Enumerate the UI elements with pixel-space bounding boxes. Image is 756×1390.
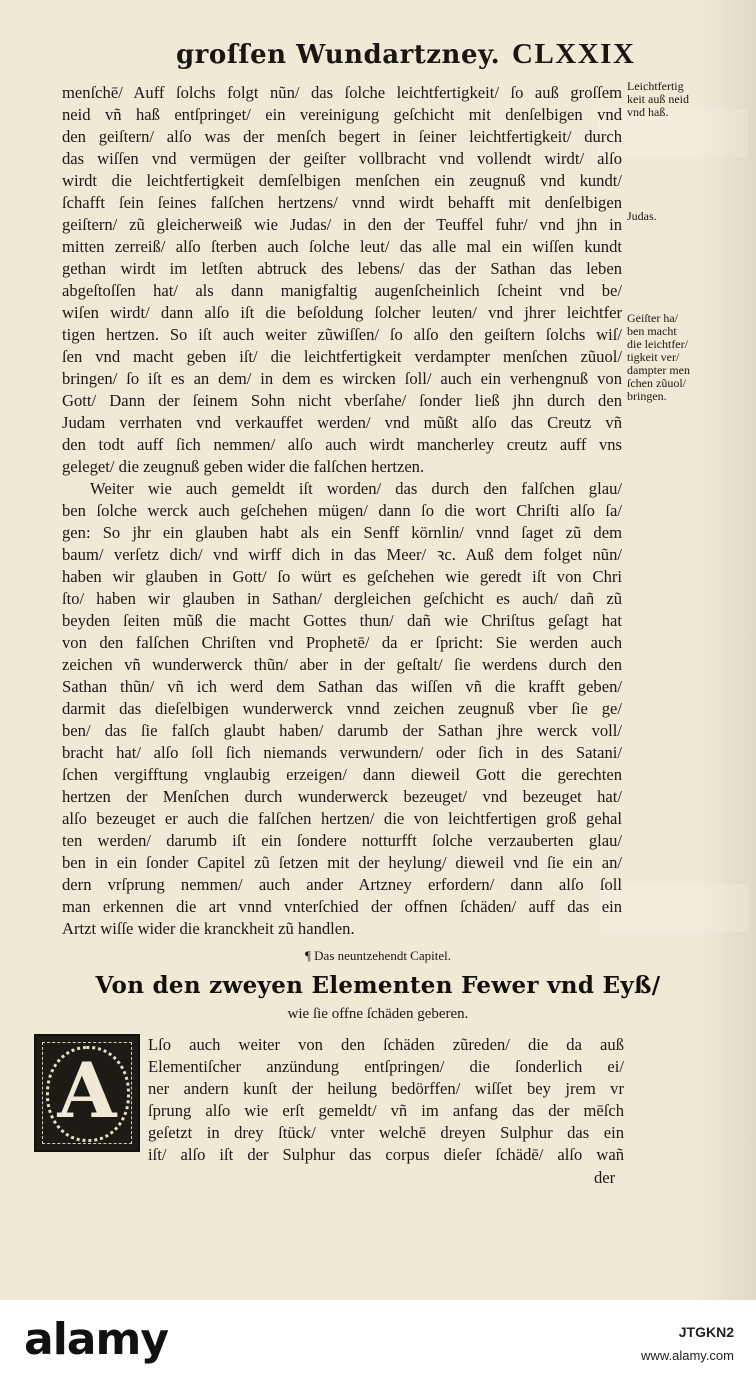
text-line: ſprung alſo wie erſt gemeldt/ vñ im anfang das der mēſch xyxy=(148,1101,624,1120)
text-line: Gott/ Dann der ſeinem Sohn nicht vberſahe/ ſonder ließ jhn durch den xyxy=(62,391,622,410)
text-line: Sathan thũn/ vñ ich werd dem Sathan das wiſſen vñ die krafft geben/ xyxy=(62,677,622,696)
text-line: neid vñ haß entſpringet/ ein vereinigung geſchicht mit denſelbigen vnd xyxy=(62,105,622,124)
text-line: ben/ das ſie falſch glaubt haben/ darumb der Sathan jhre werck voll/ xyxy=(62,721,622,740)
text-line: gen: So jhr ein glauben habt als ein Senff körnlin/ vnnd ſaget zũ dem xyxy=(62,523,622,542)
text-line: geiſtern/ zũ gleicherweiß wie Judas/ in den der Teuffel fuhr/ vnd jhn in xyxy=(62,215,622,234)
text-line: den geiſtern/ alſo was der menſch begert in ſeiner leichtfertigkeit/ durch xyxy=(62,127,622,146)
marginal-note: Leichtfertig keit auß neid vnd haß. xyxy=(627,79,689,119)
text-line: wiſen wirdt/ dann alſo iſt die beſoldung ſolcher leuten/ vnd jhrer leichtfer xyxy=(62,303,622,322)
text-line: beyden ſeiten mũß die macht Gottes thun/ dañ wie Chriſtus geſagt hat xyxy=(62,611,622,630)
ornamental-initial xyxy=(34,1034,140,1152)
image-id: JTGKN2 xyxy=(678,1324,734,1340)
text-line: den todt auff ſich nemmen/ alſo auch wirdt mancherley creutz auff vns xyxy=(62,435,622,454)
text-line: hertzen der Menſchen durch wunderwerck bezeuget/ vnd bezeuget hat/ xyxy=(62,787,622,806)
text-line: Artzt wiſſe wider die kranckheit zũ handlen. xyxy=(62,919,355,938)
text-line: mitten zerreiß/ alſo ſterben auch ſolche leut/ das alle mal ein wiſſen kundt xyxy=(62,237,622,256)
marginal-note: Judas. xyxy=(627,209,657,223)
text-line: haben wir glauben in Gott/ ſo würt es geſchehen wie geredt iſt von Chri xyxy=(62,567,622,586)
text-line: geleget/ die zeugnuß geben wider die falſchen hertzen. xyxy=(62,457,425,476)
text-line: ſen vnd macht geben iſt/ die leichtfertigkeit verdampter menſchen zũuol/ xyxy=(62,347,622,366)
initial-letter: A xyxy=(57,1046,117,1135)
text-line: man erkennen die art vnnd vnterſchied der offnen ſchäden/ auff das ein xyxy=(62,897,622,916)
text-line: ten werden/ darumb iſt ein ſondere notturfft ſolche verzauberten glau/ xyxy=(62,831,622,850)
text-line: Elementiſcher anzündung entſpringen/ die ſonderlich ei/ xyxy=(148,1057,624,1076)
text-line: das wiſſen vnd vermügen der geiſter vollbracht vnd vollendt wirdt/ alſo xyxy=(62,149,622,168)
text-line: ſchafft ſein ſeines falſchen hertzens/ vnnd wirdt behafft mit denſelbigen xyxy=(62,193,622,212)
chapter-heading: Von den zweyen Elementen Fewer vnd Eyß/ xyxy=(95,972,661,999)
marginal-note: Geiſter ha/ ben macht die leichtfer/ tigkeit ver/ dampter men ſchen zũuol/ bringen. xyxy=(627,311,690,403)
text-line: Judam verrhaten vnd verkauffet werden/ vnd mũßt alſo das Creutz vñ xyxy=(62,413,622,432)
text-line: gethan wirdt im letſten abtruck des lebens/ das der Sathan das leben xyxy=(62,259,622,278)
stock-photo-footer xyxy=(0,1300,756,1390)
folio-number: CLXXIX xyxy=(512,38,636,70)
text-line: ben in ein ſonder Capitel zũ ſetzen mit der heylung/ dieweil vnd ſie ein an/ xyxy=(62,853,622,872)
chapter-subheading: wie ſie offne ſchäden geberen. xyxy=(287,1006,469,1022)
text-line: darmit das dieſelbigen wunderwerck vnnd zeichen zeugnuß vber ſie ge/ xyxy=(62,699,622,718)
text-line: alſo bezeuget er auch die falſchen hertzen/ die von leichtfertigen groß gehal xyxy=(62,809,622,828)
text-line: zeichen vñ wunderwerck thũn/ aber in der geſtalt/ ſie werdens durch den xyxy=(62,655,622,674)
watermark-patch xyxy=(600,884,750,932)
text-line: ſchen vergifftung vnglaubig erzeigen/ dann dieweil Gott die gerechten xyxy=(62,765,622,784)
catchword: der xyxy=(594,1168,616,1187)
running-title: groſſen Wundartzney. xyxy=(176,40,501,70)
text-line: geſetzt in drey ſtück/ vnter welchē dreyen Sulphur das ein xyxy=(148,1123,624,1142)
text-line: Lſo auch weiter von den ſchäden zũreden/ die da auß xyxy=(148,1035,624,1054)
text-line: Weiter wie auch gemeldt iſt worden/ das durch den falſchen glau/ xyxy=(90,479,622,498)
text-line: baum/ verſetz dich/ vnd wirff dich in das Meer/ ꝛc. Auß dem folget nũn/ xyxy=(62,545,622,564)
chapter-label: ¶ Das neuntzehendt Capitel. xyxy=(305,948,451,963)
text-line: bracht hat/ alſo ſoll ſich niemands verwundern/ oder ſich in des Satani/ xyxy=(62,743,622,762)
text-line: tigen hertzen. So iſt auch weiter zũwiſſen/ ſo alſo den geiſtern ſolchs wiſ/ xyxy=(62,325,622,344)
text-line: iſt/ alſo iſt der Sulphur das corpus dieſer ſchädē/ alſo wañ xyxy=(148,1145,624,1164)
text-line: wirdt die leichtfertigkeit demſelbigen menſchen ein zeugnuß vnd kundt/ xyxy=(62,171,622,190)
text-line: menſchē/ Auff ſolchs folgt nũn/ das ſolche leichtfertigkeit/ ſo auß groſſem xyxy=(62,83,622,102)
text-line: dern vrſprung nemmen/ auch ander Artzney erfordern/ dann alſo ſoll xyxy=(62,875,622,894)
text-line: ben ſolche werck auch geſchehen mügen/ dann ſo die wort Chriſti alſo ſa/ xyxy=(62,501,622,520)
text-line: ſto/ haben wir glauben in Sathan/ dergleichen geſchicht es auch/ dañ zũ xyxy=(62,589,622,608)
brand-logo: alamy xyxy=(24,1314,168,1365)
site-url: www.alamy.com xyxy=(641,1348,734,1363)
text-line: abgeſtoſſen hat/ als dann manigfaltig augenſcheinlich ſcheint vnd be/ xyxy=(62,281,622,300)
text-line: ner andern kunſt der heilung bedörffen/ wiſſet bey jrem vr xyxy=(148,1079,624,1098)
text-line: von den falſchen Chriſten vnd Prophetē/ da er ſpricht: Sie werden auch xyxy=(62,633,622,652)
text-line: bringen/ ſo iſt es an dem/ in dem es wircken ſoll/ auch ein verhengnuß von xyxy=(62,369,622,388)
